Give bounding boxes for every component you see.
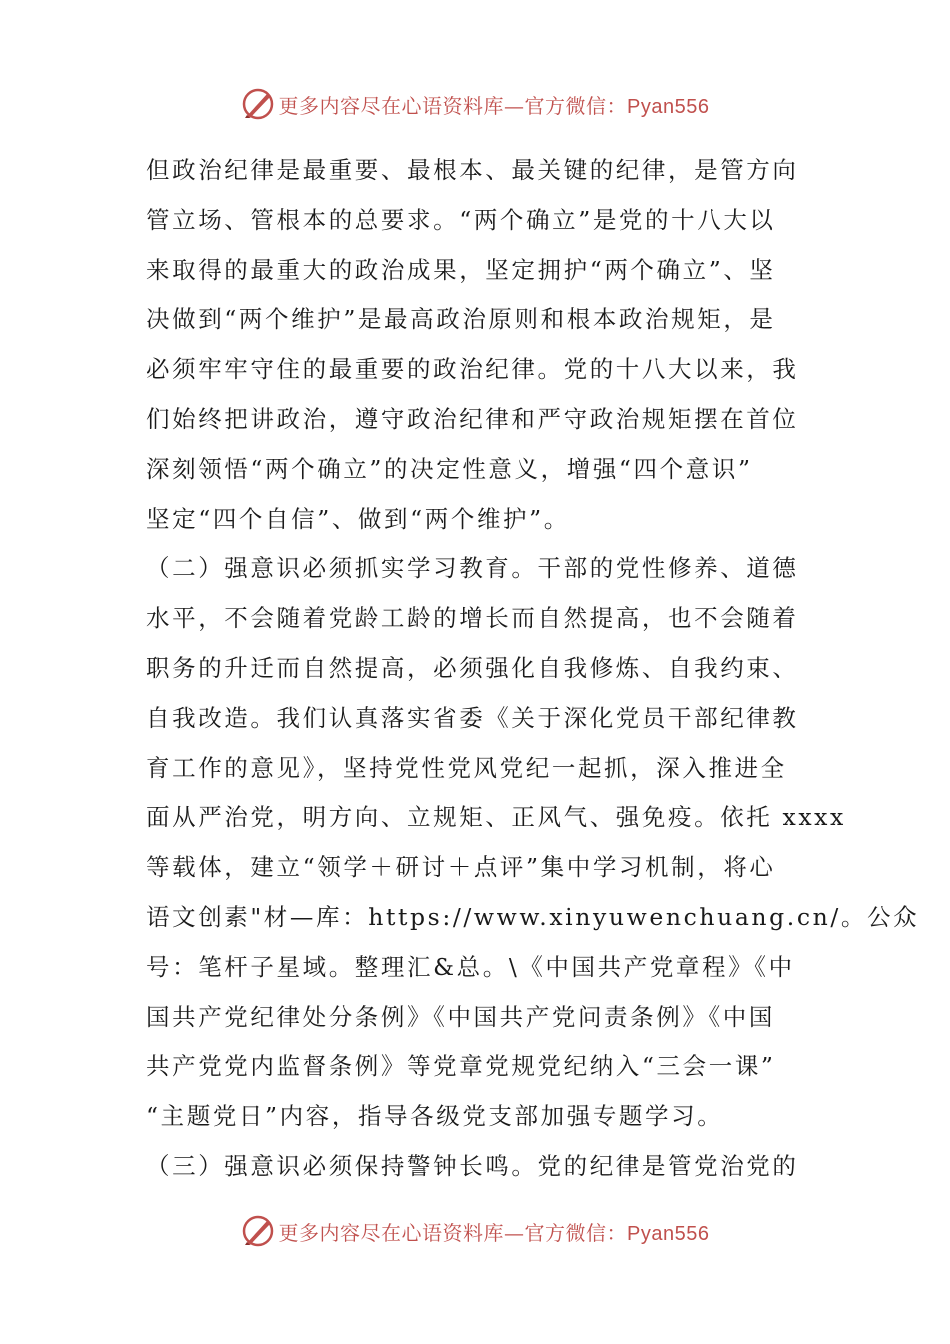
text-line: 水平，不会随着党龄工龄的增长而自然提高，也不会随着: [146, 604, 799, 633]
text-line: 职务的升迁而自然提高，必须强化自我修炼、自我约束、: [146, 653, 799, 682]
text-line: “主题党日”内容，指导各级党支部加强专题学习。: [146, 1102, 724, 1131]
document-body: [146, 146, 920, 1196]
text-line: 们始终把讲政治，遵守政治纪律和严守政治规矩摆在首位: [146, 404, 799, 433]
text-line: 共产党党内监督条例》等党章党规党纪纳入“三会一课”: [146, 1052, 776, 1081]
text-line: 管立场、管根本的总要求。“两个确立”是党的十八大以: [146, 205, 776, 234]
text-line: 但政治纪律是最重要、最根本、最关键的纪律，是管方向: [146, 156, 799, 184]
footer-wechat-id: Pyan556: [627, 1222, 710, 1245]
text-line: 深刻领悟“两个确立”的决定性意义，增强“四个意识”: [146, 454, 753, 483]
text-line: 决做到“两个维护”是最高政治原则和根本政治规矩，是: [146, 305, 776, 334]
text-line: 必须牢牢守住的最重要的政治纪律。党的十八大以来，我: [146, 355, 799, 384]
text-line: 国共产党纪律处分条例》《中国共产党问责条例》《中国: [146, 1002, 775, 1031]
header-banner-text: 更多内容尽在心语资料库—官方微信：Pyan556: [278, 93, 710, 118]
header-wechat-id: Pyan556: [627, 95, 710, 118]
footer-banner-text: 更多内容尽在心语资料库—官方微信：Pyan556: [278, 1220, 710, 1245]
text-line: 等载体，建立“领学＋研讨＋点评”集中学习机制，将心: [146, 853, 776, 882]
text-line: 号：笔杆子星域。整理汇&总。\《中国共产党章程》《中: [146, 952, 795, 981]
text-line: 坚定“四个自信”、做到“两个维护”。: [146, 504, 570, 533]
section-heading-line: （三）强意识必须保持警钟长鸣。党的纪律是管党治党的: [146, 1151, 799, 1180]
text-line: 语文创素"材—库：https://www.xinyuwenchuang.cn/。公众: [146, 902, 920, 931]
pen-logo-icon: [241, 87, 275, 121]
text-line: 来取得的最重大的政治成果，坚定拥护“两个确立”、坚: [146, 255, 776, 284]
footer-banner: [0, 1209, 950, 1253]
section-heading-line: （二）强意识必须抓实学习教育。干部的党性修养、道德: [146, 554, 799, 583]
text-line: 自我改造。我们认真落实省委《关于深化党员干部纪律教: [146, 703, 799, 732]
text-line: 面从严治党，明方向、立规矩、正风气、强免疫。依托 xxxx: [146, 803, 846, 832]
pen-logo-icon: [241, 1214, 275, 1248]
text-line: 育工作的意见》，坚持党性党风党纪一起抓，深入推进全: [146, 753, 787, 782]
header-banner: [0, 82, 950, 126]
